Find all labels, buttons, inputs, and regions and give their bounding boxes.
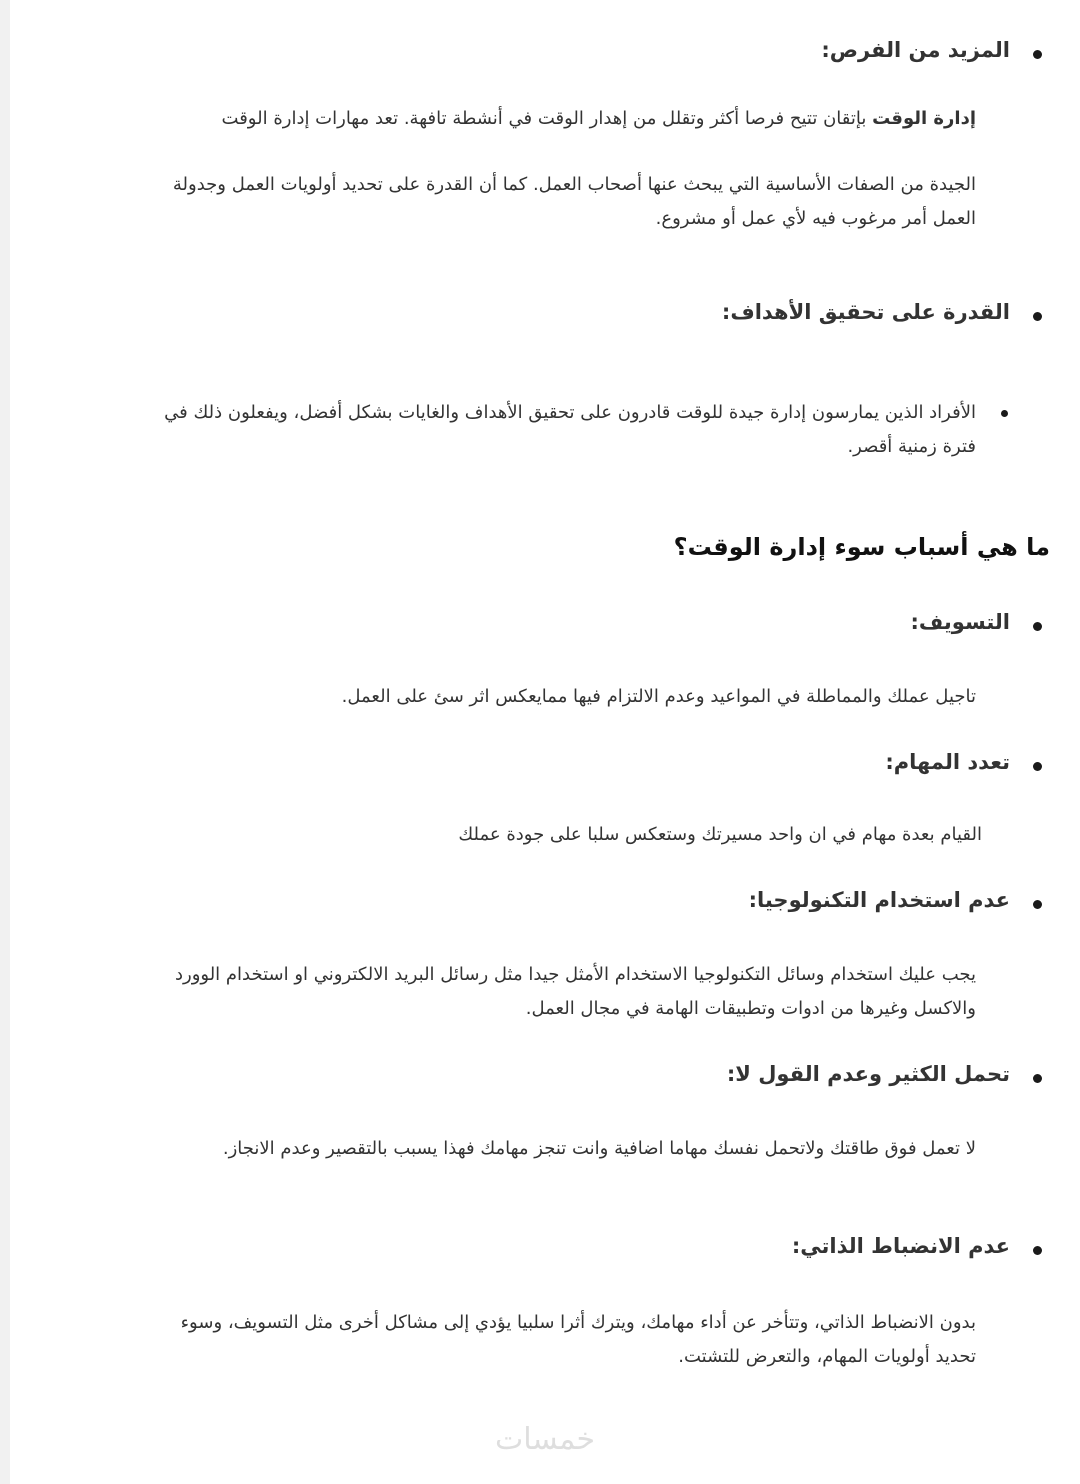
heading-achieving-goals: القدرة على تحقيق الأهداف: [110,300,1010,324]
watermark-logo: خمسات [494,1422,596,1457]
bullet-dot-icon [1033,622,1042,631]
bullet-dot-icon [1033,50,1042,59]
paragraph-no-technology: يجب عليك استخدام وسائل التكنولوجيا الاستخدام الأمثل جيدا مثل رسائل البريد الالكتروني او استخدام الوورد والاكسل وغيرها من ادوات وتطبيقات الهامة في مجال العمل. [175,964,976,1019]
heading-cannot-say-no: تحمل الكثير وعدم القول لا: [110,1062,1010,1086]
section-title-causes: ما هي أسباب سوء إدارة الوقت؟ [673,533,1050,561]
heading-procrastination: التسويف: [110,610,1010,634]
heading-no-technology: عدم استخدام التكنولوجيا: [110,888,1010,912]
bullet-dot-icon [1033,1074,1042,1083]
paragraph-self-discipline: بدون الانضباط الذاتي، وتتأخر عن أداء مهامك، ويترك أثرا سلبيا يؤدي إلى مشاكل أخرى مثل التسويف، وسوء تحديد أولويات المهام، والتعرض للتشتت. [180,1312,976,1367]
bullet-paragraph-goals: الأفراد الذين يمارسون إدارة جيدة للوقت قادرون على تحقيق الأهداف والغايات بشكل أفضل، ويفعلون ذلك في فترة زمنية أقصر. [146,396,976,464]
paragraph-opportunities-1: إدارة الوقت بإتقان تتيح فرصا أكثر وتقلل من إهدار الوقت في أنشطة تافهة. تعد مهارات إدارة الوقت [221,108,976,129]
bullet-dot-icon [1033,1246,1042,1255]
bullet-dot-icon [1033,900,1042,909]
paragraph-cannot-say-no: لا تعمل فوق طاقتك ولاتحمل نفسك مهاما اضافية وانت تنجز مهامك فهذا يسبب بالتقصير وعدم الانجاز. [222,1138,976,1159]
bullet-dot-icon [1001,410,1008,417]
bullet-dot-icon [1033,762,1042,771]
bullet-dot-icon [1033,312,1042,321]
heading-self-discipline: عدم الانضباط الذاتي: [110,1234,1010,1258]
heading-multitasking: تعدد المهام: [110,750,1010,774]
term-time-management: إدارة الوقت [872,108,976,129]
paragraph-multitasking: القيام بعدة مهام في ان واحد مسيرتك وستعكس سلبا على جودة عملك [458,824,982,845]
paragraph-opportunities-2: الجيدة من الصفات الأساسية التي يبحث عنها أصحاب العمل. كما أن القدرة على تحديد أولويات العمل وجدولة العمل أمر مرغوب فيه لأي عمل أو مشروع. [172,174,976,229]
paragraph-procrastination: تاجيل عملك والمماطلة في المواعيد وعدم الالتزام فيها ممايعكس اثر سئ على العمل. [341,686,976,707]
heading-more-opportunities: المزيد من الفرص: [110,38,1010,62]
